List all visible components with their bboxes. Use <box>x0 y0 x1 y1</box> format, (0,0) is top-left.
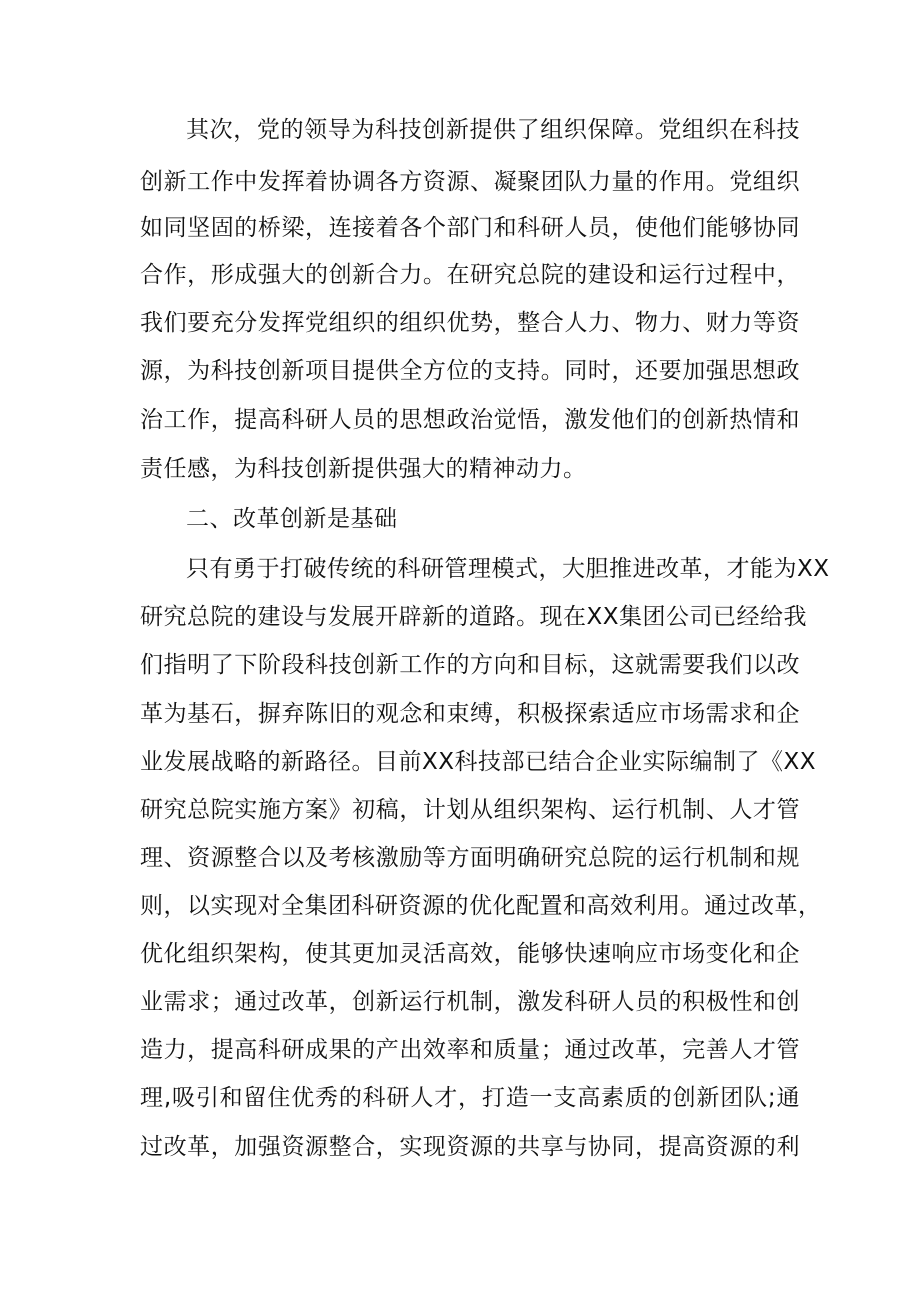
paragraph2-line-7: 理、资源整合以及考核激励等方面明确研究总院的运行机制和规 <box>140 845 800 871</box>
paragraph1-line-8: 责任感，为科技创新提供强大的精神动力。 <box>140 456 587 482</box>
paragraph2-line-6: 研究总院实施方案》初稿，计划从组织架构、运行机制、人才管 <box>140 797 800 823</box>
paragraph1-line-6: 源，为科技创新项目提供全方位的支持。同时，还要加强思想政 <box>140 358 800 384</box>
paragraph1-line-5: 我们要充分发挥党组织的组织优势，整合人力、物力、财力等资 <box>140 310 800 336</box>
paragraph2-line-13: 过改革，加强资源整合，实现资源的共享与协同，提高资源的利 <box>140 1134 800 1160</box>
paragraph1-line-2: 创新工作中发挥着协调各方资源、凝聚团队力量的作用。党组织 <box>140 169 800 195</box>
paragraph2-line-8: 则，以实现对全集团科研资源的优化配置和高效利用。通过改革， <box>140 893 822 919</box>
paragraph1-line-1: 其次，党的领导为科技创新提供了组织保障。党组织在科技 <box>186 117 800 143</box>
paragraph1-line-7: 治工作，提高科研人员的思想政治觉悟，激发他们的创新热情和 <box>140 407 800 433</box>
paragraph1-line-3: 如同坚固的桥梁，连接着各个部门和科研人员，使他们能够协同 <box>140 215 800 241</box>
section-heading: 二、改革创新是基础 <box>186 506 398 532</box>
paragraph2-line-2: 研究总院的建设与发展开辟新的道路。现在XX集团公司已经给我 <box>140 604 808 630</box>
paragraph2-line-9: 优化组织架构，使其更加灵活高效，能够快速响应市场变化和企 <box>140 941 800 967</box>
paragraph1-line-4: 合作，形成强大的创新合力。在研究总院的建设和运行过程中， <box>140 262 800 288</box>
paragraph2-line-3: 们指明了下阶段科技创新工作的方向和目标，这就需要我们以改 <box>140 652 800 678</box>
paragraph2-line-10: 业需求；通过改革，创新运行机制，激发科研人员的积极性和创 <box>140 989 800 1015</box>
paragraph2-line-5: 业发展战略的新路径。目前XX科技部已结合企业实际编制了《XX <box>140 749 817 775</box>
paragraph2-line-11: 造力，提高科研成果的产出效率和质量；通过改革，完善人才管 <box>140 1037 800 1063</box>
paragraph2-line-1: 只有勇于打破传统的科研管理模式，大胆推进改革，才能为XX <box>186 556 830 582</box>
paragraph2-line-12: 理,吸引和留住优秀的科研人才，打造一支高素质的创新团队;通 <box>140 1085 800 1111</box>
paragraph2-line-4: 革为基石，摒弃陈旧的观念和束缚，积极探索适应市场需求和企 <box>140 701 800 727</box>
